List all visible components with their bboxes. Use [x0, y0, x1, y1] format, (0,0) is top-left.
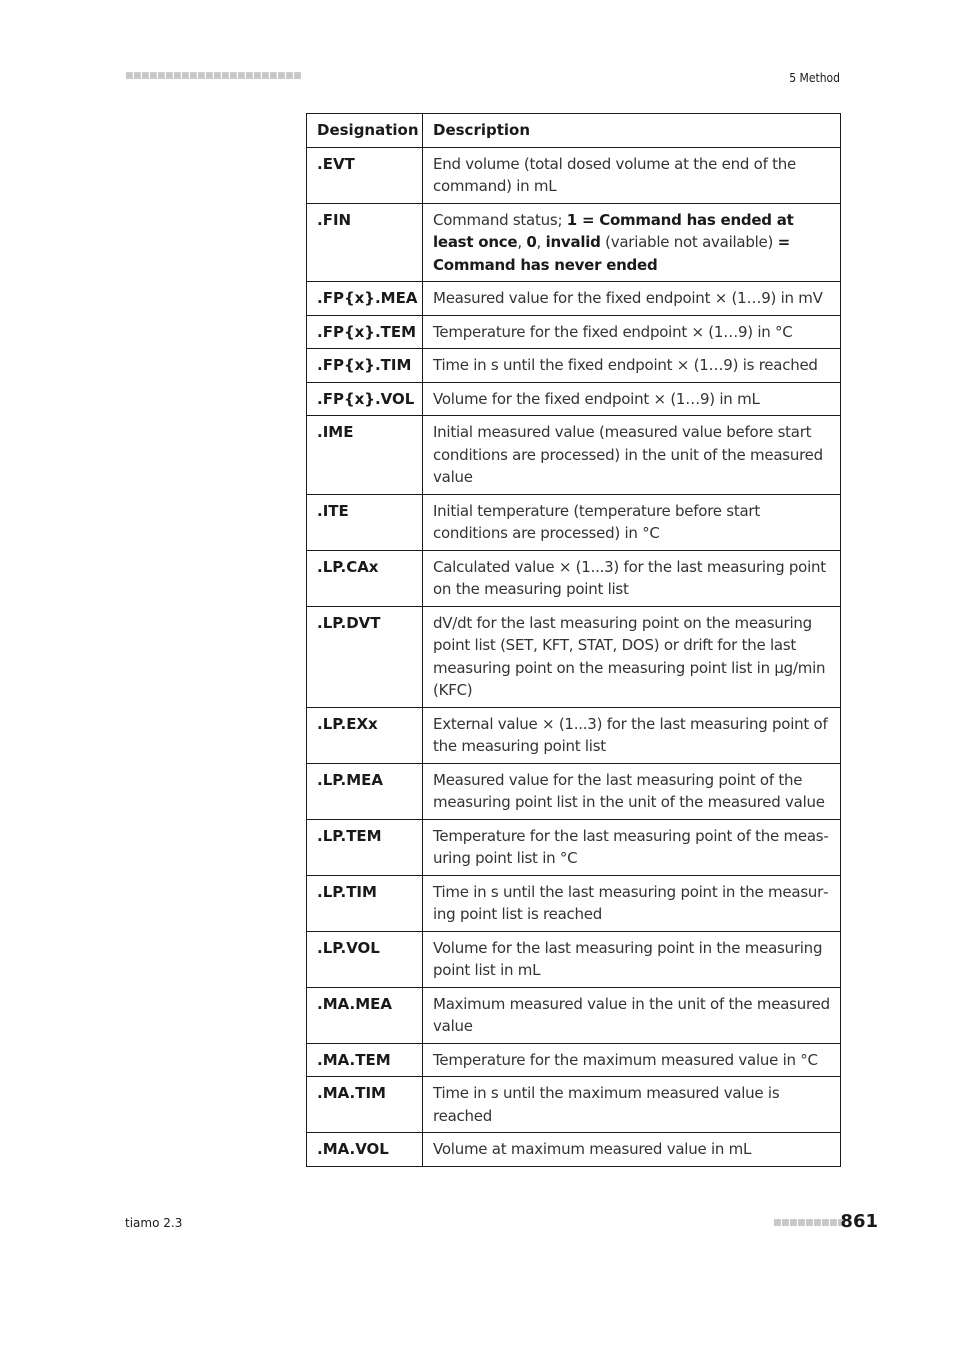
description-bold-text: invalid [545, 233, 601, 251]
designation-cell: .FP{x}.VOL [307, 382, 423, 416]
table-row [307, 819, 841, 875]
description-bold-text: 0 [526, 233, 537, 251]
description-cell: Volume at maximum measured value in mL [423, 1133, 841, 1167]
designation-cell: .MA.MEA [307, 987, 423, 1043]
column-header-designation: Designation [307, 114, 423, 148]
footer-decoration: ■■■■■■■■■ [773, 1218, 846, 1228]
table-row [307, 416, 841, 495]
table-row [307, 147, 841, 203]
table-row [307, 550, 841, 606]
description-cell: Measured value for the last measuring point of the measuring point list in the unit of the measured value [423, 763, 841, 819]
header-decoration: ■■■■■■■■■■■■■■■■■■■■■■ [125, 71, 302, 81]
table-row [307, 382, 841, 416]
description-cell: Calculated value × (1...3) for the last measuring point on the measuring point list [423, 550, 841, 606]
description-cell: Measured value for the fixed endpoint × (1…9) in mV [423, 282, 841, 316]
designation-cell: .FIN [307, 203, 423, 282]
designation-cell: .LP.DVT [307, 606, 423, 707]
variables-table [306, 113, 841, 1167]
designation-cell: .MA.TEM [307, 1043, 423, 1077]
table-header-row [307, 114, 841, 148]
description-cell: Initial measured value (measured value before start conditions are processed) in the unit of the measured value [423, 416, 841, 495]
table-row [307, 203, 841, 282]
table-row [307, 1077, 841, 1133]
description-cell: External value × (1...3) for the last measuring point of the measuring point list [423, 707, 841, 763]
designation-cell: .EVT [307, 147, 423, 203]
description-cell: dV/dt for the last measuring point on the measuring point list (SET, KFT, STAT, DOS) or drift for the last measuring point on the measuring point list in µg/min (KFC) [423, 606, 841, 707]
description-cell: Temperature for the last measuring point of the measuring point list in °C [423, 819, 841, 875]
designation-cell: .LP.MEA [307, 763, 423, 819]
table-row [307, 1043, 841, 1077]
description-text: Command status; [433, 210, 567, 229]
designation-cell: .ITE [307, 494, 423, 550]
description-cell [423, 203, 841, 282]
designation-cell: .FP{x}.MEA [307, 282, 423, 316]
column-header-description: Description [423, 114, 841, 148]
description-bold-text: 1 = Command has ended at least once [433, 210, 794, 251]
table-row [307, 349, 841, 383]
description-cell: Volume for the fixed endpoint × (1…9) in mL [423, 382, 841, 416]
table-row [307, 606, 841, 707]
table-row [307, 987, 841, 1043]
designation-cell: .LP.VOL [307, 931, 423, 987]
table-row [307, 494, 841, 550]
designation-cell: .FP{x}.TIM [307, 349, 423, 383]
designation-cell: .IME [307, 416, 423, 495]
designation-cell: .MA.TIM [307, 1077, 423, 1133]
designation-cell: .LP.EXx [307, 707, 423, 763]
description-cell: Time in s until the last measuring point in the measuring point list is reached [423, 875, 841, 931]
designation-cell: .LP.TEM [307, 819, 423, 875]
description-cell: Initial temperature (temperature before start conditions are processed) in °C [423, 494, 841, 550]
description-cell: End volume (total dosed volume at the end of the command) in mL [423, 147, 841, 203]
designation-cell: .MA.VOL [307, 1133, 423, 1167]
table-row [307, 315, 841, 349]
description-text: , [517, 233, 527, 251]
page-number: 861 [840, 1211, 878, 1232]
description-text: , [536, 233, 546, 251]
description-cell: Volume for the last measuring point in the measuring point list in mL [423, 931, 841, 987]
table-row [307, 875, 841, 931]
description-cell: Temperature for the fixed endpoint × (1…9) in °C [423, 315, 841, 349]
table-row [307, 1133, 841, 1167]
table-row [307, 282, 841, 316]
description-cell: Maximum measured value in the unit of the measured value [423, 987, 841, 1043]
designation-cell: .FP{x}.TEM [307, 315, 423, 349]
description-cell: Time in s until the maximum measured value is reached [423, 1077, 841, 1133]
description-cell: Time in s until the fixed endpoint × (1…9) is reached [423, 349, 841, 383]
product-name: tiamo 2.3 [125, 1216, 183, 1230]
description-text: (variable not available) [600, 233, 778, 251]
section-title: 5 Method [789, 71, 840, 85]
table-row [307, 931, 841, 987]
designation-cell: .LP.CAx [307, 550, 423, 606]
table-row [307, 763, 841, 819]
description-bold-text: = Command has never ended [433, 233, 790, 274]
designation-cell: .LP.TIM [307, 875, 423, 931]
table-row [307, 707, 841, 763]
description-cell: Temperature for the maximum measured value in °C [423, 1043, 841, 1077]
